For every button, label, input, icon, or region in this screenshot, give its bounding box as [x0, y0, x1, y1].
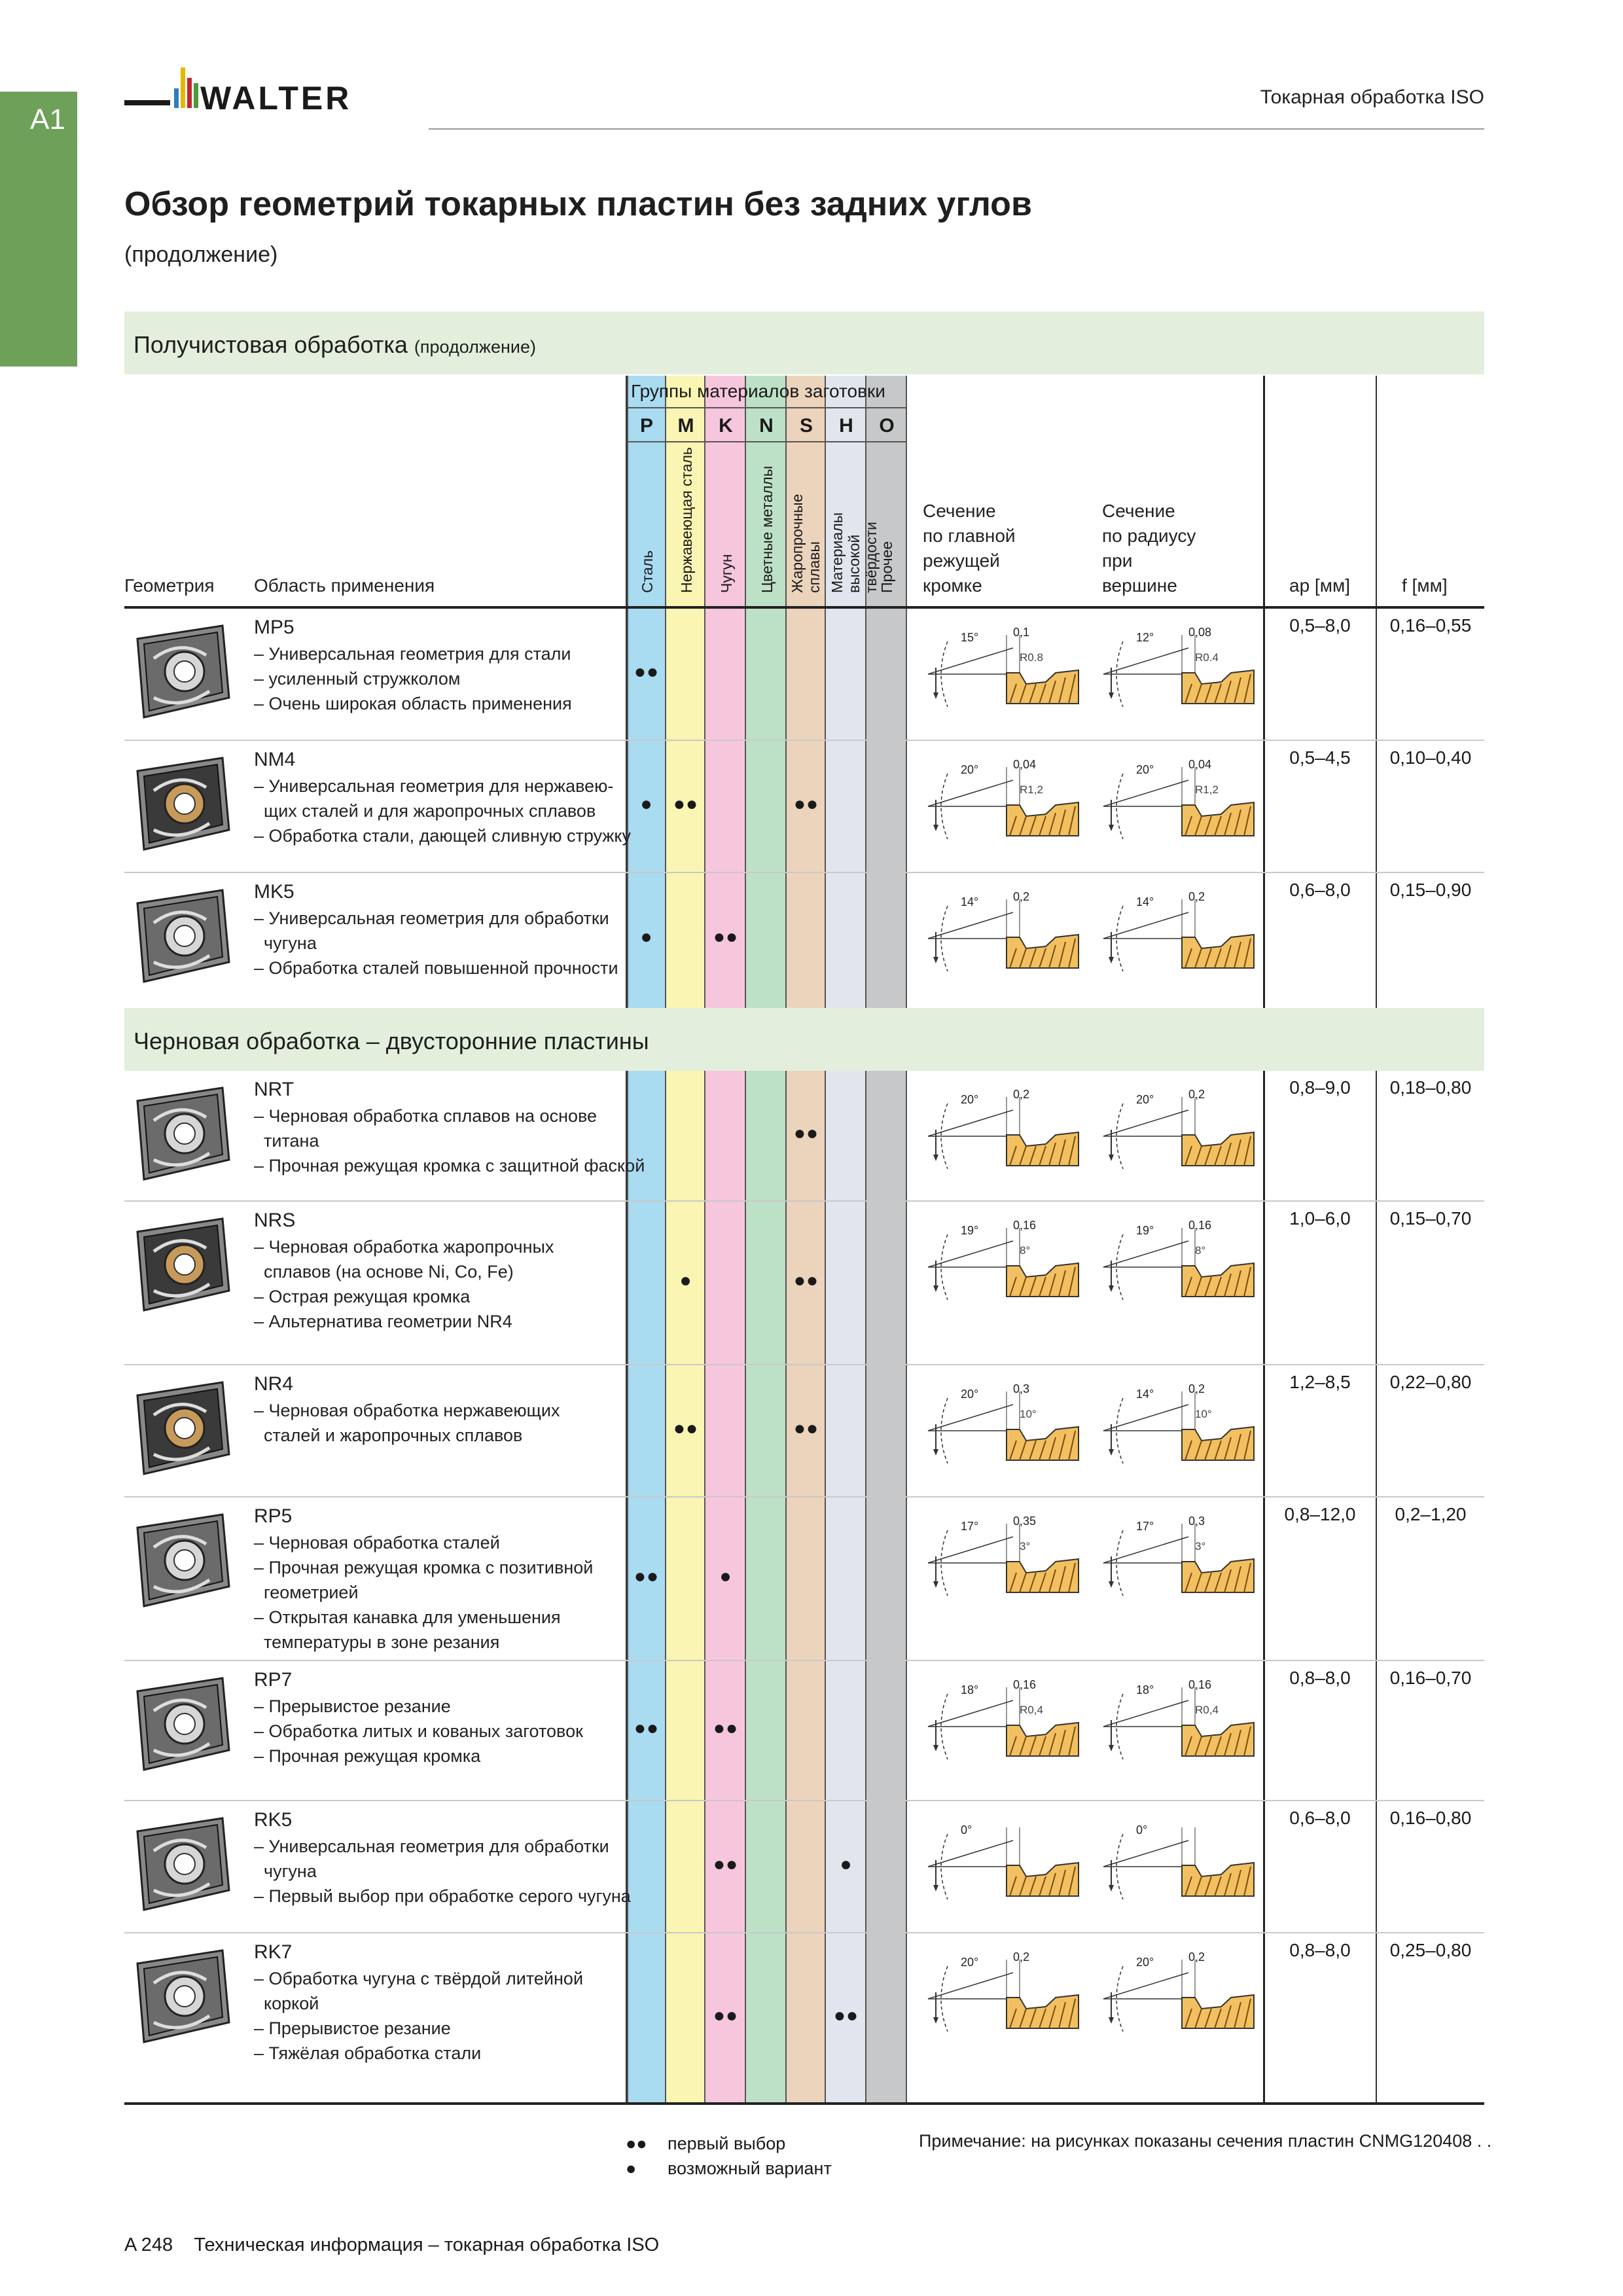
application-line: геометрией — [254, 1583, 359, 1602]
svg-text:0,04: 0,04 — [1013, 758, 1037, 771]
svg-text:0,3: 0,3 — [1013, 1382, 1030, 1395]
svg-text:0,16: 0,16 — [1188, 1678, 1212, 1691]
row-divider — [124, 1660, 1484, 1661]
material-groups-title: Группы материалов заготовки — [631, 381, 885, 401]
application-line: температуры в зоне резания — [254, 1632, 500, 1652]
ap-range: 0,8–8,0 — [1289, 1940, 1351, 1960]
cross-section-corner-radius — [1097, 1378, 1267, 1477]
section-bar-semifinishing — [124, 312, 1484, 374]
cross-section-main-edge — [921, 886, 1092, 984]
f-range: 0,18–0,80 — [1389, 1077, 1472, 1098]
svg-text:R1,2: R1,2 — [1195, 783, 1219, 796]
cross-section-main-edge — [921, 1084, 1092, 1182]
svg-text:12°: 12° — [1136, 631, 1154, 644]
application-line: чугуна — [254, 933, 317, 953]
ap-range: 0,6–8,0 — [1289, 1808, 1351, 1828]
material-suitability-s: ●● — [793, 793, 819, 815]
walter-logo — [124, 62, 399, 134]
row-divider — [124, 1800, 1484, 1801]
application-line: – Альтернатива геометрии NR4 — [254, 1312, 512, 1331]
geometry-code: NRT — [254, 1079, 294, 1100]
page-footer — [124, 2234, 659, 2256]
cross-section-corner-radius — [1097, 1084, 1267, 1182]
cross-section-corner-radius — [1097, 1215, 1267, 1313]
letter-p: P — [639, 415, 653, 437]
f-range: 0,16–0,55 — [1389, 615, 1472, 636]
svg-text:18°: 18° — [1136, 1683, 1154, 1696]
geometry-description — [254, 1668, 583, 1768]
header-rule — [429, 128, 1484, 130]
material-suitability-m: ●● — [673, 793, 699, 815]
row-divider — [124, 872, 1484, 873]
svg-text:WALTER: WALTER — [200, 80, 352, 117]
row-divider — [124, 740, 1484, 741]
row-divider — [124, 1496, 1484, 1498]
application-line: – Первый выбор при обработке серого чугуна — [254, 1886, 631, 1906]
ap-range: 0,5–8,0 — [1289, 615, 1351, 636]
application-line: сплавов (на основе Ni, Co, Fe) — [254, 1262, 514, 1282]
ap-range: 0,6–8,0 — [1289, 880, 1351, 900]
svg-text:0,2: 0,2 — [1013, 1950, 1030, 1964]
svg-text:14°: 14° — [961, 895, 979, 908]
column-h — [826, 376, 866, 2104]
application-line: – Острая режущая кромка — [254, 1287, 471, 1306]
header-application: Область применения — [254, 575, 435, 596]
svg-text:20°: 20° — [961, 763, 979, 776]
svg-text:R0,4: R0,4 — [1195, 1704, 1219, 1716]
section-suffix: (продолжение) — [414, 337, 536, 357]
row-divider — [124, 1364, 1484, 1365]
header-section-name: Токарная обработка ISO — [1260, 86, 1484, 108]
group-rule — [627, 407, 907, 408]
svg-text:0,16: 0,16 — [1013, 1219, 1037, 1232]
material-label: Цветные металлы — [758, 465, 776, 593]
row-divider — [124, 1200, 1484, 1202]
material-label: Чугун — [718, 554, 735, 593]
application-line: – Черновая обработка жаропрочных — [254, 1237, 554, 1257]
page-title: Обзор геометрий токарных пластин без задних углов — [124, 185, 1032, 223]
geometry-code: RP5 — [254, 1505, 293, 1527]
application-line: коркой — [254, 1994, 319, 2013]
letter-h: H — [839, 415, 853, 437]
material-suitability-k: ● — [719, 1566, 732, 1587]
column-m — [666, 376, 705, 2104]
material-label: Прочее — [878, 541, 895, 593]
svg-text:17°: 17° — [961, 1520, 979, 1533]
svg-text:10°: 10° — [1195, 1408, 1212, 1420]
svg-text:0,3: 0,3 — [1188, 1515, 1205, 1528]
ap-range: 0,8–9,0 — [1289, 1077, 1351, 1098]
application-line: сталей и жаропрочных сплавов — [254, 1426, 523, 1445]
cross-section-corner-radius — [1097, 754, 1267, 852]
cross-section-corner-radius — [1097, 886, 1267, 984]
geometry-description — [254, 1077, 645, 1178]
svg-text:3°: 3° — [1195, 1540, 1206, 1552]
f-range: 0,15–0,90 — [1389, 880, 1472, 900]
header-bottom-rule — [124, 606, 1484, 609]
header-f: f [мм] — [1402, 575, 1448, 596]
svg-text:20°: 20° — [961, 1388, 979, 1401]
column-n — [746, 376, 787, 2104]
svg-text:0,2: 0,2 — [1188, 1382, 1205, 1395]
letter-o: O — [879, 415, 895, 437]
svg-text:8°: 8° — [1020, 1244, 1031, 1257]
svg-text:R0.4: R0.4 — [1195, 651, 1219, 664]
svg-text:0,2: 0,2 — [1188, 1088, 1205, 1101]
application-line: – Черновая обработка нержавеющих — [254, 1401, 560, 1420]
cross-section-corner-radius — [1097, 1814, 1267, 1912]
header-section-main: Сечение по главной режущей кромке — [923, 501, 1016, 596]
column-p — [627, 376, 666, 2104]
svg-text:20°: 20° — [1136, 1956, 1154, 1969]
application-line: – Прочная режущая кромка с защитной фаской — [254, 1156, 645, 1175]
column-k — [705, 376, 746, 2104]
legend-item: ●● первый выбор — [626, 2134, 786, 2153]
application-line: – Прочная режущая кромка с позитивной — [254, 1558, 594, 1577]
f-range: 0,10–0,40 — [1389, 747, 1472, 768]
svg-text:17°: 17° — [1136, 1520, 1154, 1533]
ap-range: 1,0–6,0 — [1289, 1208, 1351, 1229]
svg-text:0,2: 0,2 — [1013, 1088, 1030, 1101]
application-line: – Универсальная геометрия для нержавею- — [254, 776, 614, 796]
cross-section-main-edge — [921, 1215, 1092, 1313]
geometry-code: RP7 — [254, 1669, 293, 1691]
material-label: Материалы высокой твёрдости — [829, 512, 880, 593]
geometry-description — [254, 880, 618, 980]
ap-range: 0,8–12,0 — [1284, 1504, 1356, 1524]
material-suitability-m: ● — [679, 1270, 692, 1291]
f-range: 0,22–0,80 — [1389, 1372, 1472, 1392]
column-s — [787, 376, 826, 2104]
svg-text:20°: 20° — [1136, 1093, 1154, 1106]
geometry-code: NRS — [254, 1210, 296, 1231]
geometry-code: NR4 — [254, 1373, 294, 1395]
material-suitability-s: ●● — [793, 1270, 819, 1291]
application-line: – Черновая обработка сплавов на основе — [254, 1106, 597, 1126]
material-suitability-p: ●● — [633, 1717, 660, 1739]
geometry-code: MP5 — [254, 617, 294, 638]
chapter-tab — [0, 92, 77, 367]
section-title: Черновая обработка – двусторонние пластины — [134, 1028, 649, 1054]
svg-text:0,16: 0,16 — [1013, 1678, 1037, 1691]
application-line: – Черновая обработка сталей — [254, 1533, 500, 1552]
svg-text:0,16: 0,16 — [1188, 1219, 1212, 1232]
material-suitability-p: ● — [640, 926, 653, 948]
svg-text:20°: 20° — [961, 1956, 979, 1969]
page-subtitle: (продолжение) — [124, 242, 278, 267]
material-suitability-s: ●● — [793, 1418, 819, 1439]
application-line: щих сталей и для жаропрочных сплавов — [254, 801, 596, 821]
material-suitability-p: ● — [640, 793, 653, 815]
material-suitability-m: ●● — [673, 1418, 699, 1439]
material-label: Жаропрочные сплавы — [789, 493, 823, 593]
material-suitability-h: ● — [840, 1854, 853, 1875]
material-suitability-k: ●● — [713, 2005, 739, 2026]
cross-section-main-edge — [921, 754, 1092, 852]
svg-text:19°: 19° — [961, 1224, 979, 1237]
insert-image — [124, 1508, 236, 1613]
material-suitability-p: ●● — [633, 661, 660, 683]
cross-section-main-edge — [921, 1814, 1092, 1912]
svg-text:3°: 3° — [1020, 1540, 1031, 1552]
letter-s: S — [799, 415, 813, 437]
svg-text:10°: 10° — [1020, 1408, 1037, 1420]
cross-section-main-edge — [921, 622, 1092, 720]
application-line: титана — [254, 1131, 319, 1151]
application-line: – Обработка сталей повышенной прочности — [254, 958, 618, 978]
svg-text:R0.8: R0.8 — [1020, 651, 1043, 664]
application-line: чугуна — [254, 1861, 317, 1881]
letter-rule — [627, 441, 907, 442]
svg-text:0,2: 0,2 — [1188, 890, 1205, 903]
material-suitability-h: ●● — [833, 2005, 859, 2026]
header-ap: ap [мм] — [1289, 575, 1350, 596]
svg-text:0°: 0° — [1136, 1823, 1148, 1837]
application-line: – Универсальная геометрия для стали — [254, 644, 571, 664]
insert-image — [124, 1672, 236, 1776]
application-line: – Обработка литых и кованых заготовок — [254, 1721, 583, 1741]
geometry-description — [254, 1372, 560, 1448]
material-suitability-k: ●● — [713, 926, 739, 948]
geometry-description — [254, 1504, 593, 1655]
insert-image — [124, 1081, 236, 1186]
ap-range: 0,5–4,5 — [1289, 747, 1351, 768]
insert-image — [124, 751, 236, 856]
application-line: – Открытая канавка для уменьшения — [254, 1607, 561, 1627]
chapter-tab-label: A1 — [30, 103, 65, 135]
svg-text:14°: 14° — [1136, 1388, 1154, 1401]
f-range: 0,2–1,20 — [1395, 1504, 1467, 1524]
svg-text:0,2: 0,2 — [1188, 1950, 1205, 1964]
cross-section-main-edge — [921, 1674, 1092, 1772]
svg-text:R1,2: R1,2 — [1020, 783, 1043, 796]
header-geometry: Геометрия — [124, 575, 215, 596]
material-suitability-k: ●● — [713, 1854, 739, 1875]
svg-text:18°: 18° — [961, 1683, 979, 1696]
application-line: – Обработка стали, дающей сливную стружку — [254, 826, 632, 846]
letter-k: K — [719, 415, 733, 437]
application-line: – Очень широкая область применения — [254, 694, 572, 713]
application-line: – Универсальная геометрия для обработки — [254, 908, 609, 928]
section-bar-roughing — [124, 1008, 1484, 1071]
f-range: 0,15–0,70 — [1389, 1208, 1472, 1229]
f-range: 0,16–0,70 — [1389, 1668, 1472, 1688]
application-line: – усиленный стружколом — [254, 669, 461, 689]
column-o — [866, 376, 907, 2104]
svg-text:0,04: 0,04 — [1188, 758, 1212, 771]
insert-image — [124, 1944, 236, 2049]
geometry-description — [254, 615, 572, 716]
footer-text: Техническая информация – токарная обработка ISO — [194, 2234, 660, 2255]
cross-section-corner-radius — [1097, 622, 1267, 720]
ap-range: 0,8–8,0 — [1289, 1668, 1351, 1688]
geometry-code: RK5 — [254, 1809, 293, 1831]
material-suitability-k: ●● — [713, 1717, 739, 1739]
insert-image — [124, 884, 236, 988]
svg-text:8°: 8° — [1195, 1244, 1206, 1257]
geometry-description — [254, 1940, 583, 2066]
f-range: 0,16–0,80 — [1389, 1808, 1472, 1828]
cross-section-main-edge — [921, 1511, 1092, 1609]
geometry-description — [254, 747, 631, 848]
f-range: 0,25–0,80 — [1389, 1940, 1472, 1960]
cross-section-corner-radius — [1097, 1511, 1267, 1609]
cross-section-corner-radius — [1097, 1674, 1267, 1772]
cross-section-corner-radius — [1097, 1946, 1267, 2045]
cross-section-main-edge — [921, 1378, 1092, 1477]
legend-item: ● возможный вариант — [626, 2159, 832, 2178]
ap-range: 1,2–8,5 — [1289, 1372, 1351, 1392]
material-suitability-p: ●● — [633, 1566, 660, 1587]
svg-text:0,2: 0,2 — [1013, 890, 1030, 903]
insert-image — [124, 1812, 236, 1916]
table-bottom-rule — [124, 2102, 1484, 2105]
header-section-radius: Сечение по радиусу при вершине — [1102, 501, 1196, 596]
geometry-code: RK7 — [254, 1941, 293, 1963]
cross-section-main-edge — [921, 1946, 1092, 2045]
insert-image — [124, 1376, 236, 1480]
application-line: – Прерывистое резание — [254, 2018, 451, 2038]
geometry-code: MK5 — [254, 881, 294, 903]
application-line: – Прерывистое резание — [254, 1696, 451, 1716]
material-suitability-s: ●● — [793, 1122, 819, 1144]
application-line: – Обработка чугуна с твёрдой литейной — [254, 1969, 584, 1988]
svg-text:R0,4: R0,4 — [1020, 1704, 1043, 1716]
section-title: Получистовая обработка — [134, 331, 408, 358]
row-divider — [124, 1932, 1484, 1933]
application-line: – Универсальная геометрия для обработки — [254, 1837, 609, 1856]
material-label: Нержавеющая сталь — [678, 447, 695, 593]
material-label: Сталь — [639, 550, 656, 593]
insert-image — [124, 1212, 236, 1317]
svg-text:19°: 19° — [1136, 1224, 1154, 1237]
svg-text:0°: 0° — [961, 1823, 972, 1837]
insert-image — [124, 619, 236, 724]
svg-text:0,1: 0,1 — [1013, 626, 1030, 639]
letter-m: M — [677, 415, 694, 437]
svg-text:0,35: 0,35 — [1013, 1515, 1037, 1528]
svg-text:14°: 14° — [1136, 895, 1154, 908]
svg-text:20°: 20° — [961, 1093, 979, 1106]
geometry-description — [254, 1808, 631, 1909]
page-number: A 248 — [124, 2234, 173, 2255]
geometry-description — [254, 1208, 554, 1334]
geometry-code: NM4 — [254, 749, 296, 770]
svg-text:15°: 15° — [961, 631, 979, 644]
application-line: – Тяжёлая обработка стали — [254, 2043, 482, 2063]
application-line: – Прочная режущая кромка — [254, 1746, 481, 1766]
letter-n: N — [759, 415, 774, 437]
figure-note: Примечание: на рисунках показаны сечения пластин CNMG120408 . . — [919, 2131, 1492, 2151]
svg-text:0,08: 0,08 — [1188, 626, 1212, 639]
svg-text:20°: 20° — [1136, 763, 1154, 776]
